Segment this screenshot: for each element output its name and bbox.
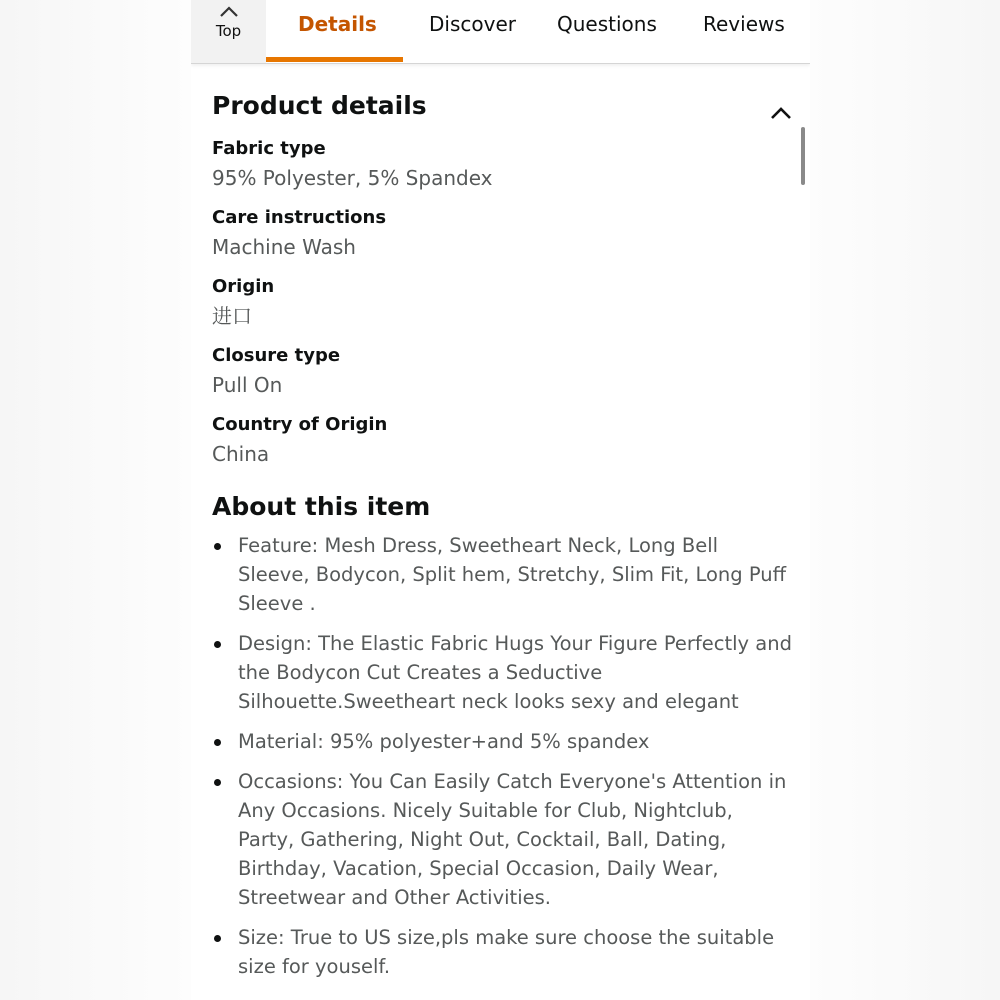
back-to-top-button[interactable]: [191, 0, 266, 63]
list-item-text: Occasions: You Can Easily Catch Everyone's Attention in Any Occasions. Nicely Suitable for Club, Nightclub, Party, Gathering, Night Out, Cocktail, Ball, Dating, Birthday, Vacation, Special Occasion, Daily Wear, Streetwear and Other Activities.: [238, 770, 787, 909]
product-details-heading: Product details: [212, 91, 427, 120]
tab-questions[interactable]: Questions: [557, 12, 657, 36]
list-item-text: Size: True to US size,pls make sure choose the suitable size for youself.: [238, 926, 775, 978]
detail-value: Pull On: [212, 373, 283, 397]
detail-value: China: [212, 442, 270, 466]
about-item-list: [212, 531, 792, 992]
bullet-dot: [214, 935, 221, 942]
product-page: [191, 0, 810, 1000]
list-item-text: Feature: Mesh Dress, Sweetheart Neck, Long Bell Sleeve, Bodycon, Split hem, Stretchy, Slim Fit, Long Puff Sleeve .: [238, 534, 787, 615]
list-item-text: Design: The Elastic Fabric Hugs Your Figure Perfectly and the Bodycon Cut Creates a Seductive Silhouette.Sweetheart neck looks sexy and elegant: [238, 632, 792, 713]
list-item: [212, 629, 792, 716]
chevron-up-icon: [219, 4, 239, 18]
detail-row-closure-type: [212, 343, 792, 399]
list-item-text: Material: 95% polyester+and 5% spandex: [238, 730, 650, 753]
bullet-dot: [214, 739, 221, 746]
scrollbar[interactable]: [801, 127, 805, 185]
section-nav-bar: [191, 0, 810, 64]
list-item: [212, 531, 792, 618]
detail-label: Care instructions: [212, 207, 387, 228]
detail-value: Machine Wash: [212, 235, 356, 259]
about-item-heading: About this item: [212, 492, 431, 521]
detail-label: Origin: [212, 276, 275, 297]
list-item: [212, 767, 792, 912]
detail-label: Closure type: [212, 345, 341, 366]
detail-value: 进口: [212, 304, 252, 328]
detail-label: Fabric type: [212, 138, 326, 159]
back-to-top-label: Top: [215, 22, 242, 40]
tab-discover[interactable]: Discover: [429, 12, 516, 36]
active-tab-indicator: [266, 57, 403, 62]
detail-row-fabric-type: [212, 136, 792, 192]
detail-row-country-of-origin: [212, 412, 792, 468]
detail-row-origin: [212, 274, 792, 330]
bullet-dot: [214, 543, 221, 550]
list-item: [212, 727, 792, 756]
tab-details[interactable]: Details: [298, 12, 377, 36]
tab-reviews[interactable]: Reviews: [703, 12, 785, 36]
bullet-dot: [214, 779, 221, 786]
list-item: [212, 923, 792, 981]
detail-label: Country of Origin: [212, 414, 388, 435]
detail-row-care-instructions: [212, 205, 792, 261]
detail-value: 95% Polyester, 5% Spandex: [212, 166, 493, 190]
chevron-up-icon[interactable]: [769, 105, 793, 121]
bullet-dot: [214, 641, 221, 648]
